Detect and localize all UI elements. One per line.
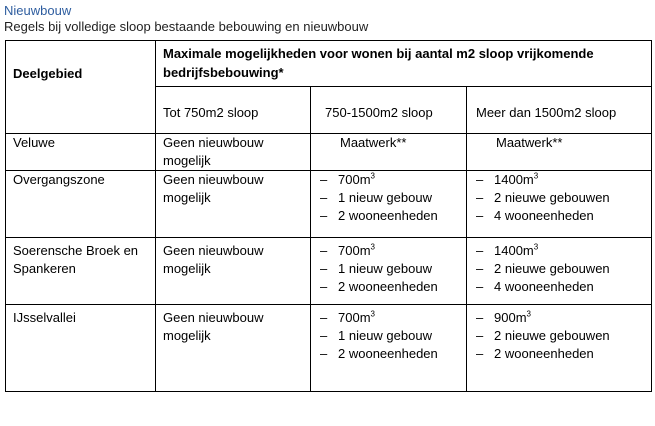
- buildings-item: – 2 nieuwe gebouwen: [476, 261, 610, 276]
- area-cell: Soerensche Broek en Spankeren: [6, 238, 156, 305]
- tot750-cell: Geen nieuwbouw mogelijk: [156, 134, 311, 171]
- units-item: – 2 wooneenheden: [476, 346, 594, 361]
- buildings-item: – 1 nieuw gebouw: [320, 328, 432, 343]
- rules-table: [5, 40, 652, 392]
- units-item: – 4 wooneenheden: [476, 279, 594, 294]
- table-row: [6, 171, 652, 238]
- header-row: [6, 41, 652, 87]
- area-cell: IJsselvallei: [6, 305, 156, 392]
- buildings-item: – 1 nieuw gebouw: [320, 261, 432, 276]
- over-cell: [467, 305, 652, 392]
- volume-item: – $1400m^3$: [476, 242, 539, 258]
- deelgebied-header: Deelgebied: [6, 41, 156, 134]
- mid-cell: [311, 305, 467, 392]
- volume-item: – $900m^3$: [476, 309, 531, 325]
- units-item: – 4 wooneenheden: [476, 208, 594, 223]
- volume-item: – $1400m^3$: [476, 171, 539, 187]
- area-cell: Veluwe: [6, 134, 156, 171]
- subheader-tot-750: Tot 750m2 sloop: [156, 87, 311, 134]
- volume-item: – $700m^3$: [320, 242, 375, 258]
- units-item: – 2 wooneenheden: [320, 208, 438, 223]
- buildings-item: – 2 nieuwe gebouwen: [476, 328, 610, 343]
- table-row: [6, 305, 652, 392]
- section-title: Nieuwbouw: [4, 3, 72, 18]
- mid-cell: [311, 238, 467, 305]
- table-row: [6, 134, 652, 171]
- over-cell: [467, 238, 652, 305]
- buildings-item: – 1 nieuw gebouw: [320, 190, 432, 205]
- area-cell: Overgangszone: [6, 171, 156, 238]
- units-item: – 2 wooneenheden: [320, 346, 438, 361]
- volume-item: – $700m^3$: [320, 171, 375, 187]
- max-possibilities-header: Maximale mogelijkheden voor wonen bij aantal m2 sloop vrijkomende bedrijfsbebouwing*: [156, 41, 652, 87]
- tot750-cell: Geen nieuwbouw mogelijk: [156, 171, 311, 238]
- units-item: – 2 wooneenheden: [320, 279, 438, 294]
- buildings-item: – 2 nieuwe gebouwen: [476, 190, 610, 205]
- volume-item: – $700m^3$: [320, 309, 375, 325]
- section-subtitle: Regels bij volledige sloop bestaande bebouwing en nieuwbouw: [4, 19, 369, 34]
- tot750-cell: Geen nieuwbouw mogelijk: [156, 238, 311, 305]
- over-cell: Maatwerk**: [467, 134, 652, 171]
- table-row: [6, 238, 652, 305]
- mid-cell: Maatwerk**: [311, 134, 467, 171]
- tot750-cell: Geen nieuwbouw mogelijk: [156, 305, 311, 392]
- subheader-750-1500: 750-1500m2 sloop: [311, 87, 467, 134]
- over-cell: [467, 171, 652, 238]
- subheader-meer-1500: Meer dan 1500m2 sloop: [467, 87, 652, 134]
- mid-cell: [311, 171, 467, 238]
